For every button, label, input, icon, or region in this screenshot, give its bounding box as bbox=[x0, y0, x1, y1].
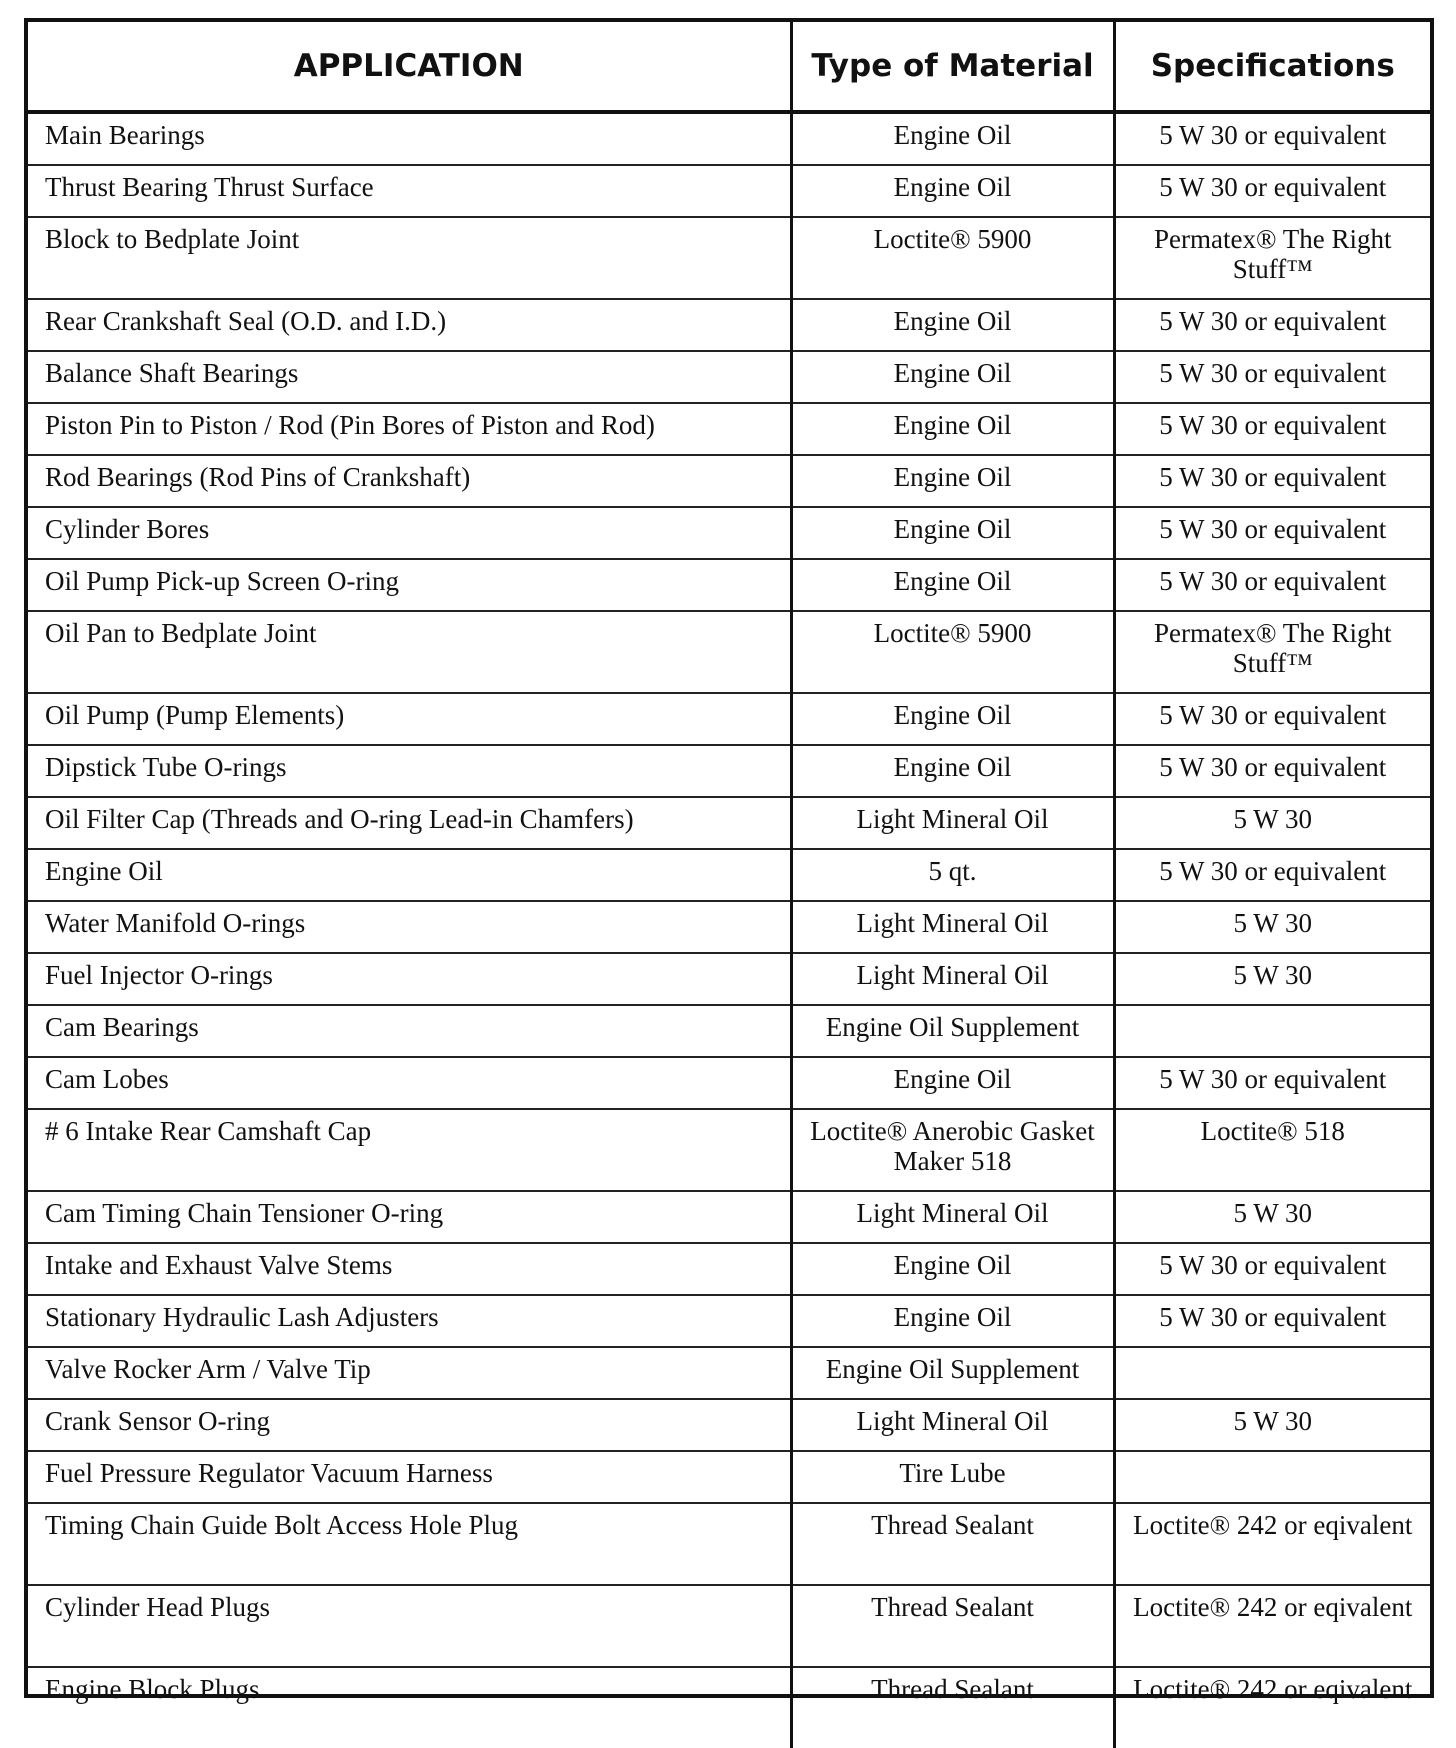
specification-cell: 5 W 30 or equivalent bbox=[1114, 351, 1430, 403]
table-row bbox=[28, 1295, 1430, 1347]
material-cell: Engine Oil bbox=[791, 1057, 1114, 1109]
material-cell: Loctite® 5900 bbox=[791, 217, 1114, 299]
specification-cell bbox=[1114, 1005, 1430, 1057]
material-cell: Engine Oil bbox=[791, 403, 1114, 455]
application-cell: Cylinder Head Plugs bbox=[28, 1585, 791, 1667]
table-row bbox=[28, 693, 1430, 745]
specification-cell: 5 W 30 or equivalent bbox=[1114, 849, 1430, 901]
table-row bbox=[28, 901, 1430, 953]
application-cell: Piston Pin to Piston / Rod (Pin Bores of Piston and Rod) bbox=[28, 403, 791, 455]
specification-cell: 5 W 30 or equivalent bbox=[1114, 1243, 1430, 1295]
application-cell: Intake and Exhaust Valve Stems bbox=[28, 1243, 791, 1295]
lubricant-sealant-table bbox=[24, 18, 1434, 1704]
application-cell: Main Bearings bbox=[28, 112, 791, 165]
material-cell: Tire Lube bbox=[791, 1451, 1114, 1503]
header-material: Type of Material bbox=[791, 22, 1114, 112]
application-cell: Water Manifold O-rings bbox=[28, 901, 791, 953]
header-specifications: Specifications bbox=[1114, 22, 1430, 112]
material-cell: Light Mineral Oil bbox=[791, 901, 1114, 953]
header-application: APPLICATION bbox=[28, 22, 791, 112]
specification-cell: 5 W 30 bbox=[1114, 901, 1430, 953]
table-row bbox=[28, 1347, 1430, 1399]
specification-cell: 5 W 30 bbox=[1114, 797, 1430, 849]
application-cell: Oil Pump (Pump Elements) bbox=[28, 693, 791, 745]
specification-cell: Loctite® 242 or eqivalent bbox=[1114, 1667, 1430, 1748]
specification-cell: Permatex® The Right Stuff™ bbox=[1114, 611, 1430, 693]
material-cell: Engine Oil bbox=[791, 351, 1114, 403]
application-cell: Cam Lobes bbox=[28, 1057, 791, 1109]
application-cell: Engine Block Plugs bbox=[28, 1667, 791, 1748]
table-body bbox=[28, 112, 1430, 1748]
table-row bbox=[28, 1585, 1430, 1667]
specification-cell: 5 W 30 or equivalent bbox=[1114, 403, 1430, 455]
material-cell: Engine Oil bbox=[791, 507, 1114, 559]
material-cell: Light Mineral Oil bbox=[791, 1399, 1114, 1451]
material-cell: Thread Sealant bbox=[791, 1503, 1114, 1585]
material-cell: Engine Oil bbox=[791, 745, 1114, 797]
application-cell: Rear Crankshaft Seal (O.D. and I.D.) bbox=[28, 299, 791, 351]
table-row bbox=[28, 953, 1430, 1005]
material-cell: Thread Sealant bbox=[791, 1667, 1114, 1748]
table-row bbox=[28, 1057, 1430, 1109]
application-cell: Cylinder Bores bbox=[28, 507, 791, 559]
table-row bbox=[28, 217, 1430, 299]
application-cell: Timing Chain Guide Bolt Access Hole Plug bbox=[28, 1503, 791, 1585]
material-cell: Engine Oil bbox=[791, 165, 1114, 217]
application-cell: Balance Shaft Bearings bbox=[28, 351, 791, 403]
material-cell: Engine Oil bbox=[791, 112, 1114, 165]
specification-cell: Loctite® 242 or eqivalent bbox=[1114, 1585, 1430, 1667]
specification-cell: 5 W 30 or equivalent bbox=[1114, 745, 1430, 797]
application-cell: Fuel Injector O-rings bbox=[28, 953, 791, 1005]
material-cell: Engine Oil Supplement bbox=[791, 1005, 1114, 1057]
table-row bbox=[28, 1005, 1430, 1057]
specification-cell: 5 W 30 or equivalent bbox=[1114, 1295, 1430, 1347]
table-row bbox=[28, 797, 1430, 849]
table-row bbox=[28, 1667, 1430, 1748]
application-cell: Stationary Hydraulic Lash Adjusters bbox=[28, 1295, 791, 1347]
application-cell: Oil Pump Pick-up Screen O-ring bbox=[28, 559, 791, 611]
table-row bbox=[28, 1503, 1430, 1585]
specification-cell: 5 W 30 or equivalent bbox=[1114, 507, 1430, 559]
material-cell: Engine Oil Supplement bbox=[791, 1347, 1114, 1399]
material-cell: Light Mineral Oil bbox=[791, 953, 1114, 1005]
specification-cell bbox=[1114, 1451, 1430, 1503]
specification-cell: 5 W 30 bbox=[1114, 953, 1430, 1005]
application-cell: Engine Oil bbox=[28, 849, 791, 901]
application-cell: Thrust Bearing Thrust Surface bbox=[28, 165, 791, 217]
specification-cell: 5 W 30 or equivalent bbox=[1114, 559, 1430, 611]
application-cell: Block to Bedplate Joint bbox=[28, 217, 791, 299]
table-row bbox=[28, 849, 1430, 901]
application-cell: Rod Bearings (Rod Pins of Crankshaft) bbox=[28, 455, 791, 507]
specification-cell: 5 W 30 or equivalent bbox=[1114, 1057, 1430, 1109]
application-cell: Cam Bearings bbox=[28, 1005, 791, 1057]
application-cell: Cam Timing Chain Tensioner O-ring bbox=[28, 1191, 791, 1243]
material-cell: Engine Oil bbox=[791, 1243, 1114, 1295]
table-row bbox=[28, 112, 1430, 165]
material-cell: Engine Oil bbox=[791, 693, 1114, 745]
table-row bbox=[28, 1243, 1430, 1295]
specification-cell: 5 W 30 or equivalent bbox=[1114, 165, 1430, 217]
specification-cell: 5 W 30 bbox=[1114, 1399, 1430, 1451]
application-cell: Valve Rocker Arm / Valve Tip bbox=[28, 1347, 791, 1399]
material-cell: Engine Oil bbox=[791, 559, 1114, 611]
material-cell: Loctite® 5900 bbox=[791, 611, 1114, 693]
table-row bbox=[28, 1451, 1430, 1503]
table-row bbox=[28, 507, 1430, 559]
material-cell: Engine Oil bbox=[791, 299, 1114, 351]
specification-cell: 5 W 30 or equivalent bbox=[1114, 455, 1430, 507]
application-cell: Fuel Pressure Regulator Vacuum Harness bbox=[28, 1451, 791, 1503]
table-row bbox=[28, 1109, 1430, 1191]
application-cell: Oil Pan to Bedplate Joint bbox=[28, 611, 791, 693]
specification-cell: Loctite® 242 or eqivalent bbox=[1114, 1503, 1430, 1585]
table-row bbox=[28, 455, 1430, 507]
specification-cell: 5 W 30 or equivalent bbox=[1114, 112, 1430, 165]
specification-cell: 5 W 30 or equivalent bbox=[1114, 693, 1430, 745]
material-cell: Engine Oil bbox=[791, 455, 1114, 507]
specification-cell: Permatex® The Right Stuff™ bbox=[1114, 217, 1430, 299]
table-row bbox=[28, 403, 1430, 455]
material-cell: Light Mineral Oil bbox=[791, 797, 1114, 849]
specification-cell bbox=[1114, 1347, 1430, 1399]
specification-cell: 5 W 30 or equivalent bbox=[1114, 299, 1430, 351]
table-row bbox=[28, 559, 1430, 611]
table-row bbox=[28, 611, 1430, 693]
specification-cell: Loctite® 518 bbox=[1114, 1109, 1430, 1191]
header-row bbox=[28, 22, 1430, 112]
material-cell: Light Mineral Oil bbox=[791, 1191, 1114, 1243]
material-cell: Thread Sealant bbox=[791, 1585, 1114, 1667]
material-cell: 5 qt. bbox=[791, 849, 1114, 901]
table-row bbox=[28, 299, 1430, 351]
specification-cell: 5 W 30 bbox=[1114, 1191, 1430, 1243]
table-row bbox=[28, 1191, 1430, 1243]
application-cell: Crank Sensor O-ring bbox=[28, 1399, 791, 1451]
material-cell: Loctite® Anerobic Gasket Maker 518 bbox=[791, 1109, 1114, 1191]
application-cell: Oil Filter Cap (Threads and O-ring Lead-in Chamfers) bbox=[28, 797, 791, 849]
table-row bbox=[28, 1399, 1430, 1451]
specs-table bbox=[28, 22, 1430, 1748]
application-cell: # 6 Intake Rear Camshaft Cap bbox=[28, 1109, 791, 1191]
table-row bbox=[28, 745, 1430, 797]
material-cell: Engine Oil bbox=[791, 1295, 1114, 1347]
table-row bbox=[28, 165, 1430, 217]
application-cell: Dipstick Tube O-rings bbox=[28, 745, 791, 797]
table-row bbox=[28, 351, 1430, 403]
